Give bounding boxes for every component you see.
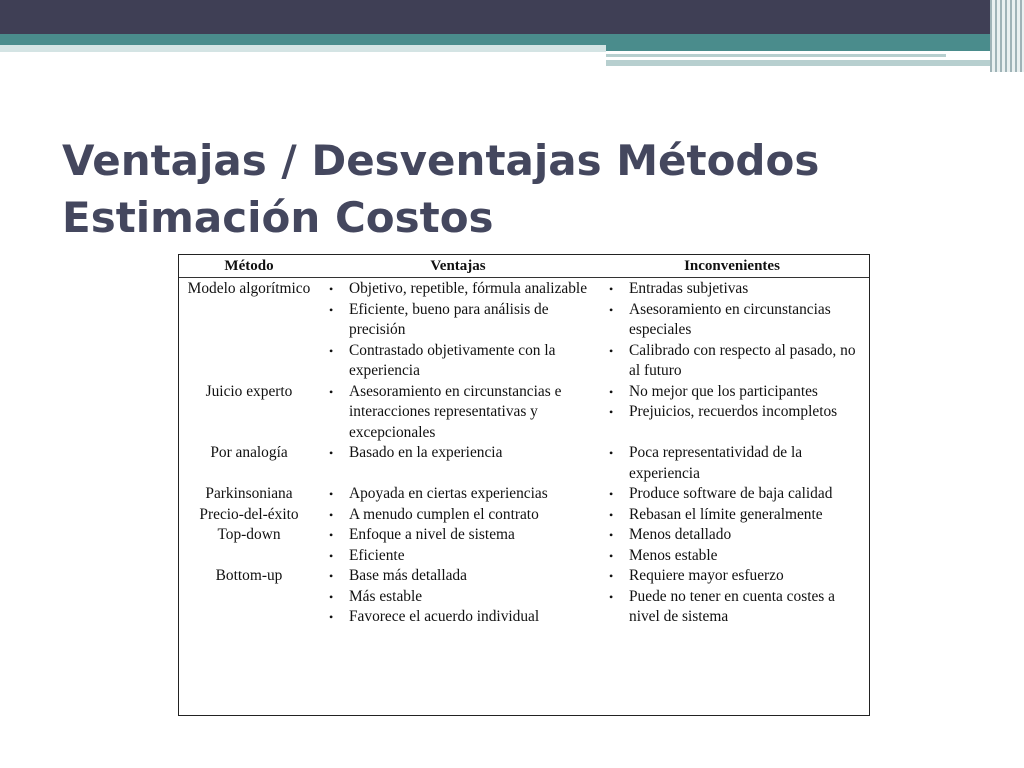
inconvenientes-cell [597, 279, 867, 382]
inconvenientes-cell [597, 566, 867, 628]
inconvenientes-cell [597, 505, 867, 526]
method-cell: Precio-del-éxito [199, 505, 299, 523]
ventaja-item: • Enfoque a nivel de sistema [349, 525, 597, 546]
inconveniente-item: • Calibrado con respecto al pasado, no al futuro [629, 341, 867, 382]
inconveniente-item: • Asesoramiento en circunstancias especiales [629, 300, 867, 341]
header-stripes-decoration [990, 0, 1024, 72]
ventaja-item: • Contrastado objetivamente con la experiencia [349, 341, 597, 382]
inconveniente-item: • Puede no tener en cuenta costes a nivel de sistema [629, 587, 867, 628]
inconveniente-item: • Rebasan el límite generalmente [629, 505, 867, 526]
method-cell: Por analogía [210, 444, 288, 461]
ventaja-item: • Base más detallada [349, 566, 597, 587]
ventajas-list [323, 566, 597, 628]
ventajas-cell [319, 484, 597, 505]
ventaja-item: • Objetivo, repetible, fórmula analizable [349, 279, 597, 300]
table-header [179, 255, 869, 278]
inconvenientes-list [603, 382, 867, 423]
ventaja-item: • Basado en la experiencia [349, 443, 597, 464]
ventajas-cell [319, 443, 597, 484]
ventajas-list [323, 525, 597, 566]
ventajas-cell [319, 525, 597, 566]
methods-comparison-table [178, 254, 870, 716]
inconveniente-item: • Produce software de baja calidad [629, 484, 867, 505]
ventaja-item: • Eficiente [349, 546, 597, 567]
header-ventajas: Ventajas [430, 257, 486, 274]
ventaja-item: • Apoyada en ciertas experiencias [349, 484, 597, 505]
ventaja-item: • Asesoramiento en circunstancias e interacciones representativas y excepcionales [349, 382, 597, 444]
table-row [179, 443, 869, 484]
inconvenientes-cell [597, 484, 867, 505]
ventajas-list [323, 484, 597, 505]
inconvenientes-list [603, 566, 867, 628]
header-thin-line [606, 54, 946, 57]
method-cell: Top-down [217, 526, 281, 543]
header-metodo: Método [224, 257, 274, 274]
ventajas-cell [319, 382, 597, 444]
inconveniente-item: • No mejor que los participantes [629, 382, 867, 403]
header-teal-accent [606, 45, 996, 51]
ventajas-list [323, 505, 597, 526]
ventajas-list [323, 382, 597, 444]
inconveniente-item: • Menos detallado [629, 525, 867, 546]
slide-title-line-1: Ventajas / Desventajas Métodos [62, 136, 820, 185]
slide-title [62, 132, 942, 246]
inconvenientes-list [603, 525, 867, 566]
table-row [179, 382, 869, 444]
ventaja-item: • A menudo cumplen el contrato [349, 505, 597, 526]
header-inconvenientes: Inconvenientes [684, 257, 780, 274]
inconvenientes-cell [597, 525, 867, 566]
ventaja-item: • Más estable [349, 587, 597, 608]
table-row [179, 484, 869, 505]
header-teal-bar [0, 34, 1024, 45]
method-cell: Parkinsoniana [205, 485, 293, 502]
table-body [179, 278, 869, 628]
inconvenientes-cell [597, 382, 867, 444]
inconveniente-item: • Prejuicios, recuerdos incompletos [629, 402, 867, 423]
ventaja-item: • Eficiente, bueno para análisis de precisión [349, 300, 597, 341]
inconvenientes-list [603, 279, 867, 382]
header-dark-bar [0, 0, 1024, 34]
table-row [179, 505, 869, 526]
inconveniente-item: • Requiere mayor esfuerzo [629, 566, 867, 587]
inconvenientes-list [603, 505, 867, 526]
inconvenientes-cell [597, 443, 867, 484]
inconveniente-item: • Poca representatividad de la experiencia [629, 443, 867, 484]
ventajas-list [323, 443, 597, 464]
table-row [179, 566, 869, 628]
table-row [179, 525, 869, 566]
inconveniente-item: • Menos estable [629, 546, 867, 567]
ventajas-cell [319, 279, 597, 382]
header-thin-line-2 [606, 60, 996, 66]
header-light-bar [0, 45, 606, 52]
ventajas-list [323, 279, 597, 382]
inconvenientes-list [603, 484, 867, 505]
inconvenientes-list [603, 443, 867, 484]
table-row [179, 279, 869, 382]
inconveniente-item: • Entradas subjetivas [629, 279, 867, 300]
method-cell: Bottom-up [215, 567, 283, 584]
ventajas-cell [319, 505, 597, 526]
ventaja-item: • Favorece el acuerdo individual [349, 607, 597, 628]
ventajas-cell [319, 566, 597, 628]
method-cell: Modelo algorítmico [187, 280, 311, 297]
method-cell: Juicio experto [205, 382, 293, 400]
slide-title-line-2: Estimación Costos [62, 193, 494, 242]
